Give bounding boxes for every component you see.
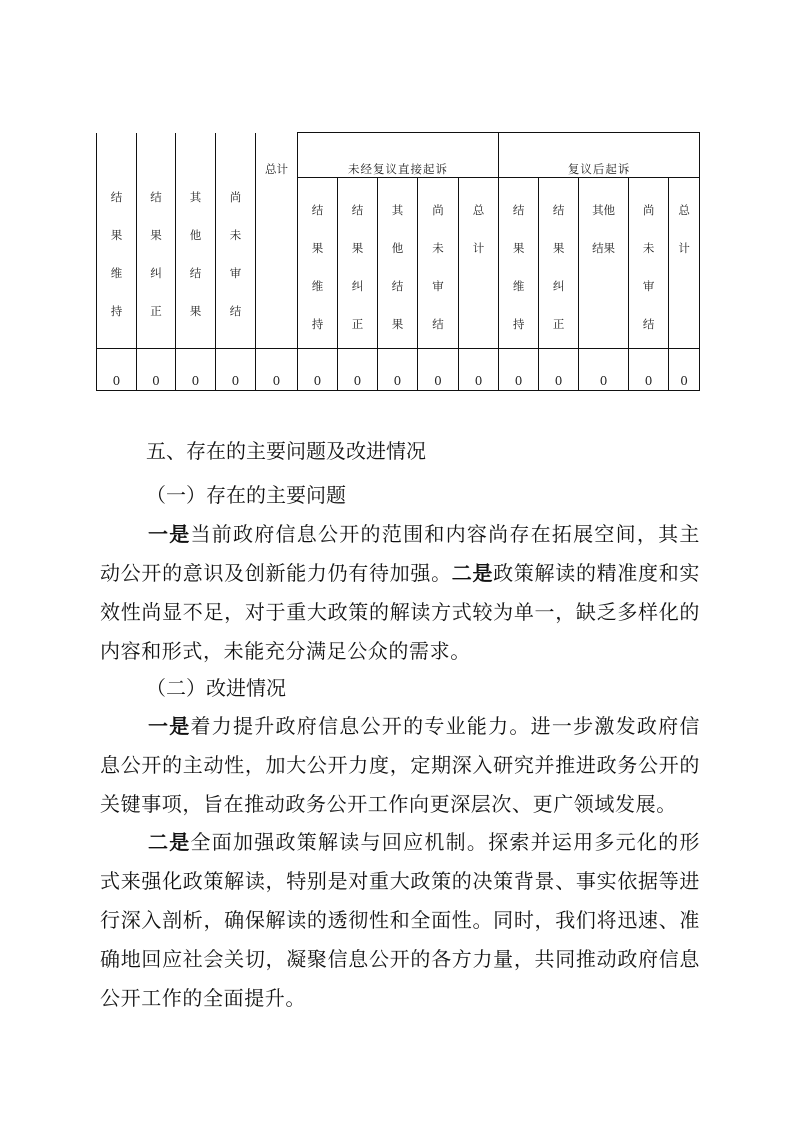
header-char: 持 xyxy=(110,303,123,318)
subheader-cell xyxy=(298,178,338,349)
admin-litigation-table xyxy=(96,132,700,391)
value-cell: 0 xyxy=(669,349,700,391)
lead-two: 二是 xyxy=(451,561,494,585)
subheader-cell xyxy=(669,178,700,349)
subheader-cell xyxy=(499,178,539,349)
header-char: 果 xyxy=(351,241,364,255)
header-char: 持 xyxy=(311,317,324,331)
subsection-problems: （一）存在的主要问题 xyxy=(146,483,346,507)
header-char: 维 xyxy=(311,279,324,293)
header-char: 审 xyxy=(432,279,444,293)
subheader-cell xyxy=(459,178,499,349)
group-post-review-litigation: 复议后起诉 xyxy=(499,133,700,178)
header-char: 纠 xyxy=(150,265,162,280)
header-char: 尚 xyxy=(229,189,242,204)
header-char: 果 xyxy=(311,241,324,255)
subheader-cell xyxy=(338,178,378,349)
value-cell: 0 xyxy=(418,349,459,391)
lead-one: 一是 xyxy=(148,522,191,546)
header-char: 纠 xyxy=(351,279,364,293)
header-pending xyxy=(216,133,256,349)
header-total: 总计 xyxy=(256,133,298,349)
header-char: 尚 xyxy=(642,203,655,217)
subheader-cell xyxy=(539,178,579,349)
subheader-cell xyxy=(629,178,669,349)
paragraph-improvement-2 xyxy=(100,823,700,1018)
header-char: 审 xyxy=(642,279,655,293)
header-char: 结 xyxy=(512,203,525,217)
value-cell: 0 xyxy=(338,349,378,391)
header-char: 结 xyxy=(110,189,123,204)
header-char: 结 xyxy=(642,317,655,331)
value-cell: 0 xyxy=(176,349,216,391)
header-char: 他 xyxy=(189,227,202,242)
value-cell: 0 xyxy=(629,349,669,391)
improvement-text-1: 着力提升政府信息公开的专业能力。进一步激发政府信息公开的主动性，加大公开力度，定期深入研究并推进政务公开的关键事项，旨在推动政务公开工作向更深层次、更广领域发展。 xyxy=(100,714,700,816)
header-result-corrected xyxy=(137,133,176,349)
lead-two: 二是 xyxy=(148,830,191,854)
header-char: 结 xyxy=(229,303,242,318)
header-char: 计 xyxy=(678,241,690,255)
group-direct-litigation: 未经复议直接起诉 xyxy=(298,133,499,178)
header-char: 结 xyxy=(552,203,565,217)
header-char: 果 xyxy=(391,317,404,331)
header-result-upheld xyxy=(97,133,137,349)
subheader-cell xyxy=(579,178,629,349)
header-char: 总 xyxy=(678,203,690,217)
improvement-text-2: 全面加强政策解读与回应机制。探索并运用多元化的形式来强化政策解读，特别是对重大政策的决策背景、事实依据等进行深入剖析，确保解读的透彻性和全面性。同时，我们将迅速、准确地回应社会关切，凝聚信息公开的各方力量，共同推动政府信息公开工作的全面提升。 xyxy=(100,830,700,1010)
header-char: 审 xyxy=(229,265,242,280)
header-char: 其 xyxy=(391,203,404,217)
section-heading: 五、存在的主要问题及改进情况 xyxy=(146,439,426,463)
value-cell: 0 xyxy=(137,349,176,391)
header-char: 纠 xyxy=(552,279,565,293)
header-char: 果 xyxy=(189,303,202,318)
header-char: 结 xyxy=(150,189,162,204)
header-char: 尚 xyxy=(432,203,444,217)
header-char: 正 xyxy=(351,317,364,331)
paragraph-problems xyxy=(100,515,700,671)
value-cell: 0 xyxy=(579,349,629,391)
header-char: 总 xyxy=(472,203,485,217)
header-char: 结果 xyxy=(592,241,616,255)
header-char: 未 xyxy=(432,241,444,255)
value-cell: 0 xyxy=(499,349,539,391)
value-cell: 0 xyxy=(539,349,579,391)
header-char: 未 xyxy=(642,241,655,255)
value-cell: 0 xyxy=(378,349,418,391)
header-char: 果 xyxy=(150,227,162,242)
header-char: 结 xyxy=(189,265,202,280)
header-char: 结 xyxy=(391,279,404,293)
header-char: 正 xyxy=(150,303,162,318)
header-char: 计 xyxy=(472,241,485,255)
value-cell: 0 xyxy=(216,349,256,391)
value-cell: 0 xyxy=(256,349,298,391)
header-char: 果 xyxy=(512,241,525,255)
header-char: 维 xyxy=(110,265,123,280)
header-char: 未 xyxy=(229,227,242,242)
header-char: 持 xyxy=(512,317,525,331)
value-cell: 0 xyxy=(459,349,499,391)
header-char: 其 xyxy=(189,189,202,204)
lead-one: 一是 xyxy=(148,714,191,738)
subheader-cell xyxy=(378,178,418,349)
problems-text-1: 当前政府信息公开的范围和内容尚存在拓展空间，其主动公开的意识及创新能力仍有待加强。 xyxy=(100,522,700,585)
subheader-cell xyxy=(418,178,459,349)
value-cell: 0 xyxy=(298,349,338,391)
header-char: 正 xyxy=(552,317,565,331)
header-char: 结 xyxy=(432,317,444,331)
header-char: 其他 xyxy=(592,203,616,217)
header-char: 维 xyxy=(512,279,525,293)
header-char: 他 xyxy=(391,241,404,255)
value-cell: 0 xyxy=(97,349,137,391)
header-char: 结 xyxy=(351,203,364,217)
header-char: 结 xyxy=(311,203,324,217)
header-char: 果 xyxy=(110,227,123,242)
paragraph-improvement-1 xyxy=(100,707,700,824)
header-char: 果 xyxy=(552,241,565,255)
subsection-improvements: （二）改进情况 xyxy=(146,676,286,700)
header-other-result xyxy=(176,133,216,349)
problems-text-2: 政策解读的精准度和实效性尚显不足，对于重大政策的解读方式较为单一，缺乏多样化的内容和形式，未能充分满足公众的需求。 xyxy=(100,561,701,663)
